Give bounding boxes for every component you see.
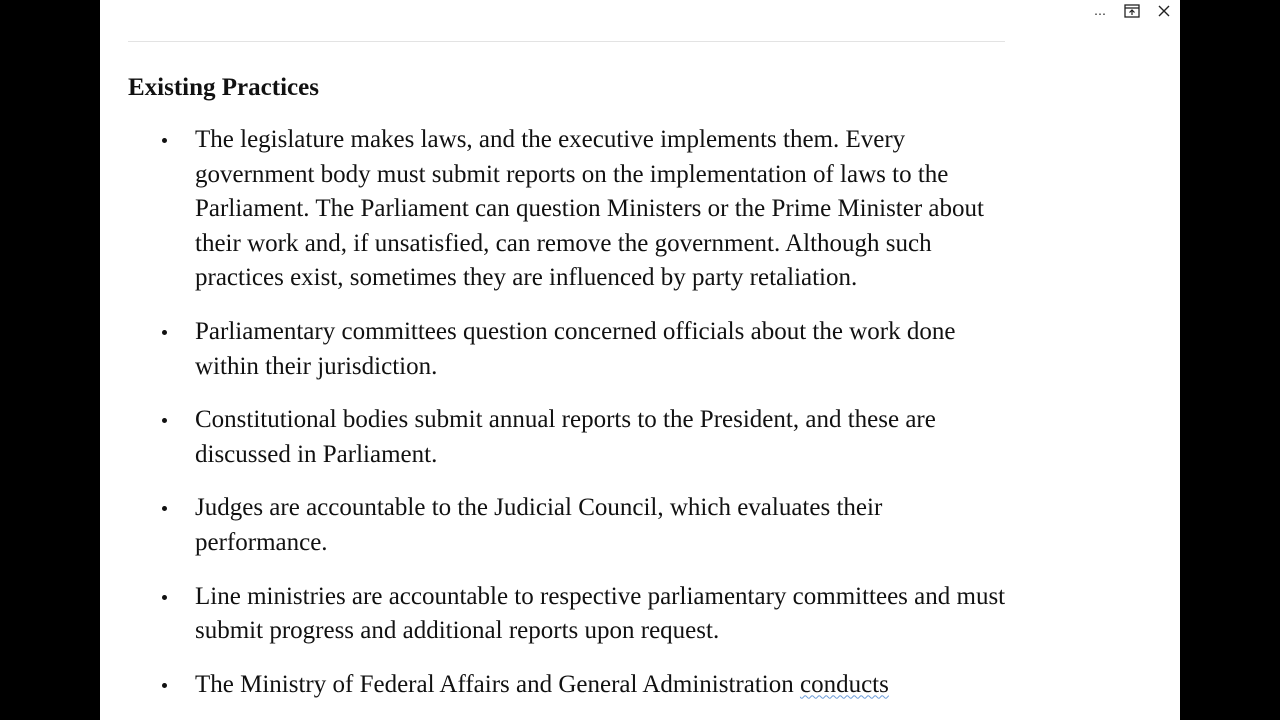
list-item [128,580,1008,649]
list-item-text: The legislature makes laws, and the executive implements them. Every government body must submit reports on the implementation of laws to the Parliament. The Parliament can question Ministers or the Prime Minister about their work and, if unsatisfied, can remove the government. Although such practices exist, sometimes they are influenced by party retaliation. [195,126,984,292]
window-controls [1084,0,1180,22]
list-item [128,315,1008,384]
bullet-icon [162,418,167,423]
list-item [128,403,1008,472]
list-item-text: Parliamentary committees question concerned officials about the work done within their jurisdiction. [195,317,956,380]
bullet-icon [162,506,167,511]
bullet-icon [162,330,167,335]
list-item-text: The Ministry of Federal Affairs and General Administration [195,670,800,698]
list-item [128,491,1008,560]
list-item [128,668,1008,703]
bullet-icon [162,683,167,688]
bullet-list [128,123,1008,702]
more-options-icon[interactable] [1084,0,1116,22]
more-options-label: … [1094,4,1106,18]
bullet-icon [162,138,167,143]
close-icon[interactable] [1148,0,1180,22]
list-item [128,123,1008,296]
restore-window-icon[interactable] [1116,0,1148,22]
bullet-icon [162,595,167,600]
list-item-text: Constitutional bodies submit annual reports to the President, and these are discussed in Parliament. [195,406,936,468]
header-divider [128,41,1005,42]
spellcheck-flagged-word[interactable]: conducts [799,670,889,698]
list-item-text: Judges are accountable to the Judicial Council, which evaluates their performance. [195,494,883,556]
list-item-text: Line ministries are accountable to respective parliamentary committees and must submit progress and additional reports upon request. [195,582,1006,645]
document-body [128,70,1008,720]
section-heading: Existing Practices [128,74,319,101]
document-page [100,0,1180,720]
